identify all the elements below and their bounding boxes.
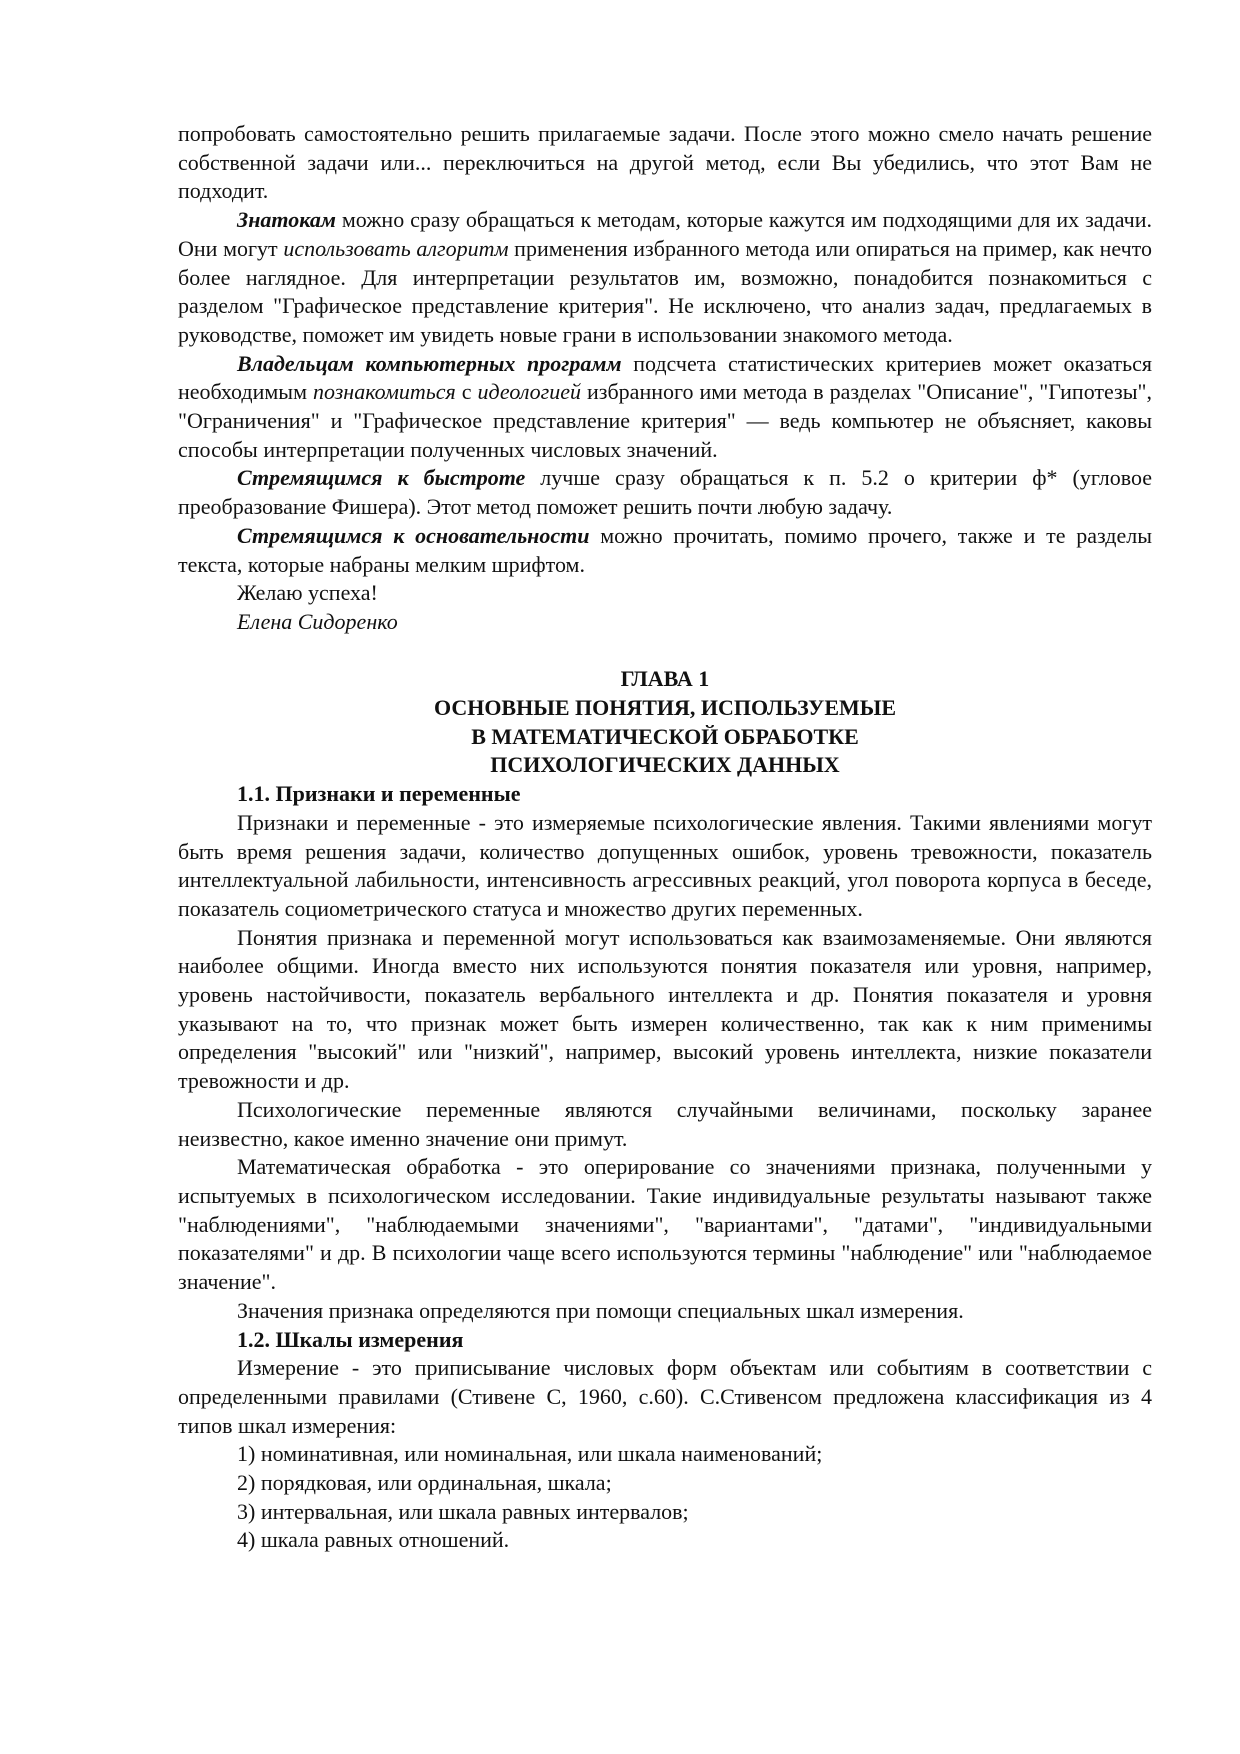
- emphasis: познакомиться: [313, 379, 456, 405]
- closing-wish: Желаю успеха!: [237, 580, 378, 606]
- spacer: [178, 637, 1152, 666]
- chapter-number: ГЛАВА 1: [620, 666, 710, 692]
- section-1-1-paragraph: Признаки и переменные - это измеряемые психологические явления. Такими явлениями могут быть время решения задачи, количество допущенных ошибок, уровень тревожности, показатель интеллектуальной лабильности, интенсивность агрессивных реакций, угол поворота корпуса в беседе, показатель социометрического статуса и множество других переменных.: [178, 809, 1152, 921]
- chapter-title-line-2: В МАТЕМАТИЧЕСКОЙ ОБРАБОТКЕ: [471, 723, 859, 749]
- emphasis: идеологией: [477, 379, 582, 405]
- scale-list-item: 1) номинативная, или номинальная, или шкала наименований;: [237, 1441, 823, 1467]
- lead-term: Знатокам: [237, 207, 336, 233]
- scale-list-item: 3) интервальная, или шкала равных интервалов;: [237, 1498, 689, 1524]
- section-1-1-paragraph: Психологические переменные являются случайными величинами, поскольку заранее неизвестно, какое именно значение они примут.: [178, 1096, 1152, 1151]
- intro-paragraph-software-owners: Владельцам компьютерных программ подсчета статистических критериев может оказаться необходимым познакомиться с идеологией избранного ими метода в разделах "Описание", "Гипотезы", "Ограничения" и "Графическое представление критерия" — ведь компьютер не объясняет, каковы способы интерпретации полученных числовых значений.: [178, 350, 1153, 462]
- intro-paragraph-speed: Стремящимся к быстроте лучше сразу обращаться к п. 5.2 о критерии ф* (угловое преобразование Фишера). Этот метод поможет решить почти любую задачу.: [178, 465, 1153, 520]
- section-heading-1-2: 1.2. Шкалы измерения: [237, 1326, 464, 1352]
- scale-list-item: 4) шкала равных отношений.: [237, 1527, 510, 1553]
- chapter-title-line-3: ПСИХОЛОГИЧЕСКИХ ДАННЫХ: [490, 752, 840, 778]
- section-1-1-paragraph: Понятия признака и переменной могут использоваться как взаимозаменяемые. Они являются наиболее общими. Иногда вместо них используются понятия показателя или уровня, например, уровень настойчивости, показатель вербального интеллекта и др. Понятия показателя и уровня указывают на то, что признак может быть измерен количественно, так как к ним применимы определения "высокий" или "низкий", например, высокий уровень интеллекта, низкие показатели тревожности и др.: [178, 924, 1152, 1094]
- document-page: [178, 120, 1152, 1555]
- section-1-1-paragraph: Значения признака определяются при помощи специальных шкал измерения.: [237, 1297, 964, 1323]
- section-1-2-paragraph: Измерение - это приписывание числовых форм объектам или событиям в соответствии с определенными правилами (Стивене С, 1960, с.60). С.Стивенсом предложена классификация из 4 типов шкал измерения:: [178, 1355, 1152, 1438]
- chapter-title-line-1: ОСНОВНЫЕ ПОНЯТИЯ, ИСПОЛЬЗУЕМЫЕ: [433, 695, 897, 721]
- intro-paragraph-experts: Знатокам можно сразу обращаться к методам, которые кажутся им подходящими для их задачи. Они могут использовать алгоритм применения избранного метода или опираться на пример, как нечто более наглядное. Для интерпретации результатов им, возможно, понадобится познакомиться с разделом "Графическое представление критерия". Не исключено, что анализ задач, предлагаемых в руководстве, поможет им увидеть новые грани в использовании знакомого метода.: [178, 207, 1152, 347]
- section-1-1-paragraph: Математическая обработка - это оперирование со значениями признака, полученными у испытуемых в психологическом исследовании. Такие индивидуальные результаты называют также "наблюдениями", "наблюдаемыми значениями", "вариантами", "датами", "индивидуальными показателями" и др. В психологии чаще всего используются термины "наблюдение" или "наблюдаемое значение".: [178, 1154, 1152, 1295]
- emphasis: использовать алгоритм: [283, 235, 509, 261]
- lead-term: Владельцам компьютерных программ: [237, 350, 622, 376]
- scale-list-item: 2) порядковая, или ординальная, шкала;: [237, 1470, 612, 1496]
- lead-term: Стремящимся к быстроте: [237, 465, 526, 491]
- author-signature: Елена Сидоренко: [237, 608, 398, 634]
- intro-paragraph-thoroughness: Стремящимся к основательности можно прочитать, помимо прочего, также и те разделы текста, которые набраны мелким шрифтом.: [178, 522, 1152, 577]
- intro-paragraph-1: попробовать самостоятельно решить прилагаемые задачи. После этого можно смело начать решение собственной задачи или... переключиться на другой метод, если Вы убедились, что этот Вам не подходит.: [178, 121, 1152, 204]
- lead-term: Стремящимся к основательности: [237, 522, 590, 548]
- section-heading-1-1: 1.1. Признаки и переменные: [237, 781, 521, 807]
